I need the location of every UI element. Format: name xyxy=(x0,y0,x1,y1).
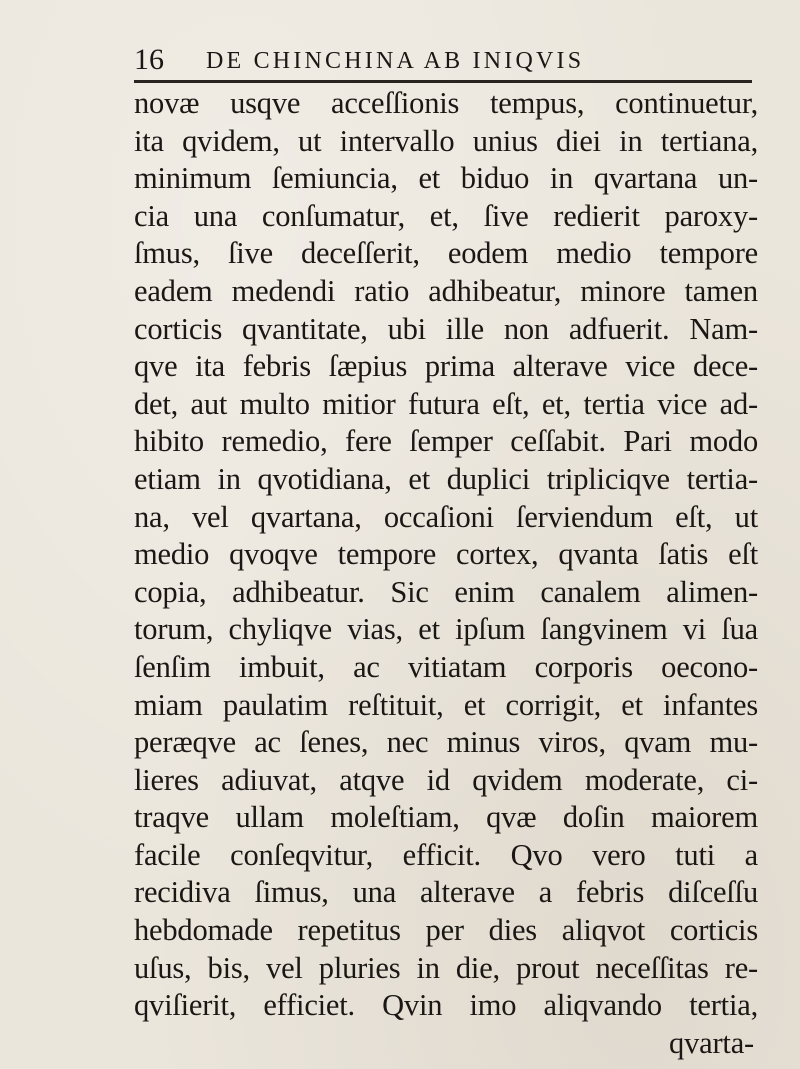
text-line: eadem medendi ratio adhibeatur, minore tamen xyxy=(134,273,758,308)
text-line: ſmus, ſive deceſſerit, eodem medio tempore xyxy=(134,236,758,271)
text-line: minimum ſemiuncia, et biduo in qvartana un- xyxy=(134,161,758,196)
text-line: corticis qvantitate, ubi ille non adfuerit. Nam- xyxy=(134,311,758,346)
catchword: qvarta- xyxy=(669,1025,754,1060)
text-line: traqve ullam moleſtiam, qvæ doſin maiorem xyxy=(134,800,758,835)
text-line: cia una conſumatur, et, ſive redierit paroxy- xyxy=(134,198,758,233)
text-line: na, vel qvartana, occaſioni ſerviendum eſt, ut xyxy=(134,499,758,534)
text-line: uſus, bis, vel pluries in die, prout neceſſitas re- xyxy=(134,950,758,985)
text-line: peræqve ac ſenes, nec minus viros, qvam mu- xyxy=(134,725,758,760)
page-number: 16 xyxy=(134,43,164,76)
text-line: copia, adhibeatur. Sic enim canalem alimen- xyxy=(134,574,758,609)
text-line: novæ usqve acceſſionis tempus, continuetur, xyxy=(134,86,758,120)
text-line: lieres adiuvat, atqve id qvidem moderate, ci- xyxy=(134,762,758,797)
text-line: hebdomade repetitus per dies aliqvot corticis xyxy=(134,913,758,948)
text-line: miam paulatim reſtituit, et corrigit, et infantes xyxy=(134,687,758,722)
text-line: qve ita febris ſæpius prima alterave vice dece- xyxy=(134,349,758,384)
text-line: det, aut multo mitior futura eſt, et, tertia vice ad- xyxy=(134,386,758,421)
body-text xyxy=(134,85,758,1062)
header-rule xyxy=(134,80,752,83)
text-line: medio qvoqve tempore cortex, qvanta ſatis eſt xyxy=(134,537,758,572)
text-line: hibito remedio, fere ſemper ceſſabit. Pari modo xyxy=(134,424,758,459)
text-line: ſenſim imbuit, ac vitiatam corporis oecono- xyxy=(134,649,758,684)
text-line: etiam in qvotidiana, et duplici tripliciqve tertia- xyxy=(134,461,758,496)
text-line: qviſierit, efficiet. Qvin imo aliqvando tertia, xyxy=(134,988,758,1023)
running-title: DE CHINCHINA AB INIQVIS xyxy=(206,48,585,74)
text-line: ita qvidem, ut intervallo unius diei in tertiana, xyxy=(134,123,758,158)
text-line: facile conſeqvitur, efficit. Qvo vero tuti a xyxy=(134,837,758,872)
text-line: torum, chyliqve vias, et ipſum ſangvinem vi ſua xyxy=(134,612,758,647)
text-line: recidiva ſimus, una alterave a febris diſceſſu xyxy=(134,875,758,910)
running-head xyxy=(134,42,754,82)
